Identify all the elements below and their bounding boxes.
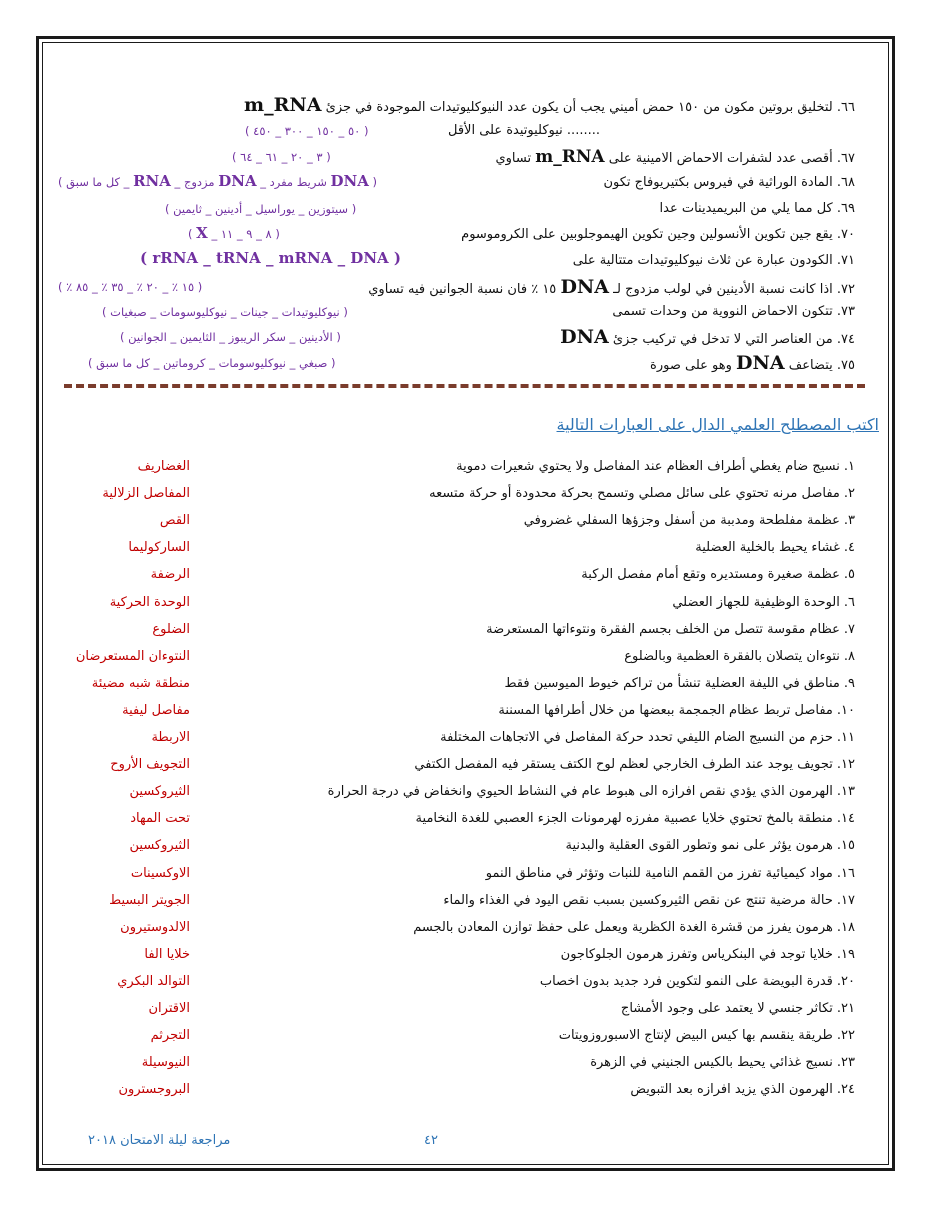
term-definition: عظمة صغيرة ومستديره وتقع أمام مفصل الركبة: [581, 567, 840, 583]
question-75: [650, 354, 855, 375]
term-number: ٦.: [843, 594, 855, 610]
term-item: [486, 621, 855, 639]
question-69: [660, 200, 855, 218]
term-number: ١.: [843, 459, 855, 474]
question-text: أقصى عدد لشفرات الاحماض الامينية على: [608, 151, 833, 166]
term-number: ١٥.: [836, 838, 855, 854]
term-item: [429, 485, 855, 503]
section-title: اكتب المصطلح العلمي الدال على العبارات التالية: [556, 415, 879, 434]
term-number: ١٠.: [836, 702, 855, 718]
question-number: ٧٣.: [836, 304, 855, 319]
term-answer: مفاصل ليفية: [122, 702, 190, 718]
question-number: ٦٧.: [836, 151, 855, 166]
question-term: DNA: [736, 352, 785, 374]
question-text-end: ١٥ ٪ فان نسبة الجوانين فيه تساوي: [368, 282, 557, 297]
question-74: [560, 328, 855, 349]
question-text-end: وهو على صورة: [650, 358, 732, 373]
term-answer: النتوءان المستعرضان: [75, 648, 190, 664]
term-number: ٧.: [843, 621, 855, 637]
question-term: DNA: [560, 326, 609, 348]
term-answer: الثيروكسين: [129, 784, 190, 800]
term-item: [695, 539, 855, 557]
question-text: الكودون عبارة عن ثلاث نيوكليوتيدات متتالية على: [572, 253, 833, 268]
term-definition: تجويف يوجد عند الطرف الخارجي لعظم لوح الكتف يستقر فيه المفصل الكتفي: [414, 757, 833, 773]
term-answer: النيوسيلة: [141, 1055, 190, 1071]
term-item: [559, 1027, 855, 1045]
term-definition: غشاء يحيط بالخلية العضلية: [695, 540, 840, 556]
term-item: [414, 756, 855, 774]
term-number: ٩.: [843, 675, 855, 691]
term-answer: الضلوع: [152, 621, 190, 637]
term-number: ١٣.: [836, 784, 855, 800]
term-definition: مفاصل مرنه تحتوي على سائل مصلي وتسمح بحركة محدودة أو حركة متسعه: [429, 486, 840, 502]
term-number: ٤.: [843, 540, 855, 556]
term-number: ١١.: [836, 730, 855, 745]
term-item: [540, 973, 855, 991]
term-item: [581, 566, 855, 584]
term-definition: هرمون يؤثر على نمو وتطور القوى العقلية والبدنية: [565, 838, 833, 854]
term-definition: نسيج ضام يغطي أطراف العظام عند المفاصل ولا يحتوي شعيرات دموية: [456, 459, 840, 474]
question-69-options: ( سيتوزين _ يوراسيل _ أدينين _ ثايمين ): [165, 202, 357, 216]
term-answer: التوالد البكري: [117, 973, 190, 989]
term-answer: الغضاريف: [137, 459, 190, 474]
question-number: ٧٠.: [836, 227, 855, 242]
question-text: المادة الوراثية في فيروس بكتيريوفاج تكون: [603, 175, 833, 190]
term-definition: مناطق في الليفة العضلية تنشأ من تراكم خيوط الميوسين فقط: [504, 675, 840, 691]
question-68: [603, 174, 855, 192]
term-item: [621, 1000, 855, 1018]
question-68-options: ( DNA شريط مفرد _ DNA مزدوج _ RNA _ كل ما سبق ): [58, 172, 378, 190]
term-number: ١٦.: [836, 865, 855, 881]
term-item: [456, 458, 855, 476]
section-divider: [64, 384, 865, 388]
term-item: [486, 865, 855, 883]
term-definition: الوحدة الوظيفية للجهاز العضلي: [672, 594, 840, 610]
question-number: ٦٨.: [836, 175, 855, 190]
term-definition: خلايا توجد في البنكرياس وتفرز هرمون الجلوكاجون: [560, 946, 833, 962]
term-number: ٢٢.: [836, 1028, 855, 1044]
term-item: [413, 919, 855, 937]
term-definition: تكاثر جنسي لا يعتمد على وجود الأمشاج: [620, 1001, 833, 1016]
term-number: ٥.: [843, 567, 855, 583]
question-text: لتخليق بروتين مكون من ١٥٠ حمض أميني يجب أن يكون عدد النيوكليوتيدات الموجودة في جزئ: [325, 100, 833, 115]
term-answer: تحت المهاد: [130, 811, 190, 827]
question-text: من العناصر التي لا تدخل في تركيب جزئ: [612, 332, 833, 347]
question-number: ٦٦.: [836, 100, 855, 115]
question-66-options: ( ٥٠ _ ١٥٠ _ ٣٠٠ _ ٤٥٠ ): [245, 124, 369, 138]
page-number: ٤٢: [424, 1133, 438, 1148]
term-item: [498, 702, 855, 720]
question-66-continuation: ........ نيوكليوتيدة على الأقل: [447, 123, 600, 138]
question-73: [612, 303, 855, 321]
term-item: [504, 675, 855, 693]
term-number: ١٤.: [836, 811, 855, 827]
question-term: m_RNA: [535, 147, 605, 167]
term-number: ١٧.: [836, 892, 855, 908]
term-definition: حزم من النسيج الضام الليفي تحدد حركة المفاصل في الاتجاهات المختلفة: [440, 730, 833, 745]
question-73-options: ( نيوكليوتيدات _ جينات _ نيوكليوسومات _ صبغيات ): [102, 305, 348, 319]
term-definition: مفاصل تربط عظام الجمجمة ببعضها من خلال أطرافها المسننة: [498, 702, 833, 718]
term-definition: قدرة البويضة على النمو لتكوين فرد جديد بدون اخصاب: [539, 973, 833, 989]
term-item: [416, 810, 855, 828]
term-definition: منطقة بالمخ تحتوي خلايا عصبية مفرزه لهرمونات الجزء العصبي للغدة النخامية: [415, 811, 833, 827]
question-term: DNA: [560, 276, 610, 298]
term-definition: مواد كيميائية تفرز من القمم النامية للنبات وتؤثر في مناطق النمو: [485, 865, 833, 881]
term-number: ٢٠.: [836, 973, 855, 989]
term-definition: عظام مقوسة تتصل من الخلف بجسم الفقرة ونتوءاتها المستعرضة: [486, 621, 840, 637]
question-text-end: تساوي: [495, 151, 532, 166]
term-definition: الهرمون الذي يزيد افرازه بعد التبويض: [630, 1082, 833, 1098]
term-item: [443, 892, 855, 910]
term-answer: التجرثم: [150, 1028, 190, 1044]
term-answer: القص: [159, 513, 190, 529]
term-answer: الوحدة الحركية: [109, 594, 190, 610]
term-number: ٢٤.: [836, 1082, 855, 1098]
term-answer: البروجسترون: [118, 1082, 190, 1098]
question-number: ٧١.: [836, 253, 855, 268]
question-72: [368, 278, 855, 299]
term-definition: نسيج غذائي يحيط بالكيس الجنيني في الزهرة: [590, 1055, 833, 1071]
term-item: [561, 946, 855, 964]
question-number: ٧٥.: [836, 358, 855, 373]
question-67: [495, 148, 855, 168]
question-71-options: ( rRNA _ tRNA _ mRNA _ DNA ): [140, 249, 401, 267]
term-item: [524, 512, 855, 530]
term-answer: الجويتر البسيط: [109, 892, 190, 908]
term-number: ٣.: [843, 513, 855, 529]
question-71: [573, 252, 855, 270]
question-74-options: ( الأدينين _ سكر الريبوز _ الثايمين _ الجوانين ): [120, 330, 341, 344]
question-67-options: ( ٣ _ ٢٠ _ ٦١ _ ٦٤ ): [232, 150, 331, 164]
question-text: اذا كانت نسبة الأدينين في لولب مزدوج لـ: [613, 282, 833, 297]
term-number: ١٨.: [836, 919, 855, 935]
term-number: ١٢.: [836, 757, 855, 773]
term-definition: حالة مرضية تنتج عن نقص الثيروكسين بسبب نقص اليود في الغذاء والماء: [443, 892, 833, 908]
term-item: [590, 1054, 855, 1072]
question-72-options: ( ١٥ ٪ _ ٢٠ ٪ _ ٣٥ ٪ _ ٨٥ ٪ ): [58, 280, 203, 294]
question-66: [244, 96, 855, 117]
term-definition: الهرمون الذي يؤدي نقص افرازه الى هبوط عام في النشاط الحيوي وانخفاض في درجة الحرارة: [327, 784, 833, 800]
term-answer: منطقة شبه مضيئة: [91, 675, 190, 691]
term-answer: الرضفة: [150, 567, 190, 583]
term-answer: الاربطة: [151, 730, 190, 745]
term-answer: الساركوليما: [128, 540, 190, 556]
question-text: تتكون الاحماض النووية من وحدات تسمى: [612, 304, 833, 319]
term-item: [440, 729, 855, 747]
term-item: [328, 783, 855, 801]
term-answer: الثيروكسين: [129, 838, 190, 854]
question-text: يقع جين تكوين الأنسولين وجين تكوين الهيموجلوبين على الكروموسوم: [461, 227, 833, 242]
term-definition: نتوءان يتصلان بالفقرة العظمية وبالضلوع: [624, 648, 840, 664]
question-term: m_RNA: [243, 94, 322, 116]
footer-title: مراجعة ليلة الامتحان ٢٠١٨: [88, 1133, 231, 1148]
term-item: [566, 837, 855, 855]
question-number: ٧٢.: [836, 282, 855, 297]
term-item: [672, 594, 855, 612]
question-70-options: ( ٨ _ ٩ _ ١١ _ X ): [188, 224, 280, 242]
term-definition: طريقة ينقسم بها كيس البيض لإنتاج الاسبوروزويتات: [558, 1028, 833, 1044]
question-75-options: ( صبغي _ نيوكليوسومات _ كروماتين _ كل ما سبق ): [88, 356, 336, 370]
term-number: ٨.: [843, 648, 855, 664]
term-answer: خلايا الفا: [144, 946, 190, 962]
term-item: [624, 648, 855, 666]
question-70: [461, 226, 855, 244]
term-answer: التجويف الأروح: [110, 757, 190, 773]
term-number: ١٩.: [836, 946, 855, 962]
term-answer: المفاصل الزلالية: [102, 486, 190, 502]
term-answer: الاوكسينات: [130, 865, 190, 881]
term-number: ٢٣.: [836, 1055, 855, 1071]
term-definition: هرمون يفرز من قشرة الغدة الكظرية ويعمل على حفظ توازن المعادن بالجسم: [413, 919, 833, 935]
question-number: ٧٤.: [836, 332, 855, 347]
term-answer: الالدوستيرون: [120, 919, 190, 935]
term-item: [630, 1081, 855, 1099]
term-number: ٢.: [843, 486, 855, 502]
term-definition: عظمة مفلطحة ومدببة من أسفل وجزؤها السفلي غضروفي: [523, 513, 840, 529]
term-answer: الاقتران: [148, 1001, 190, 1016]
question-number: ٦٩.: [836, 201, 855, 216]
term-number: ٢١.: [836, 1001, 855, 1016]
question-text: كل مما يلي من البريميدينات عدا: [659, 201, 833, 216]
question-text: يتضاعف: [788, 358, 833, 373]
